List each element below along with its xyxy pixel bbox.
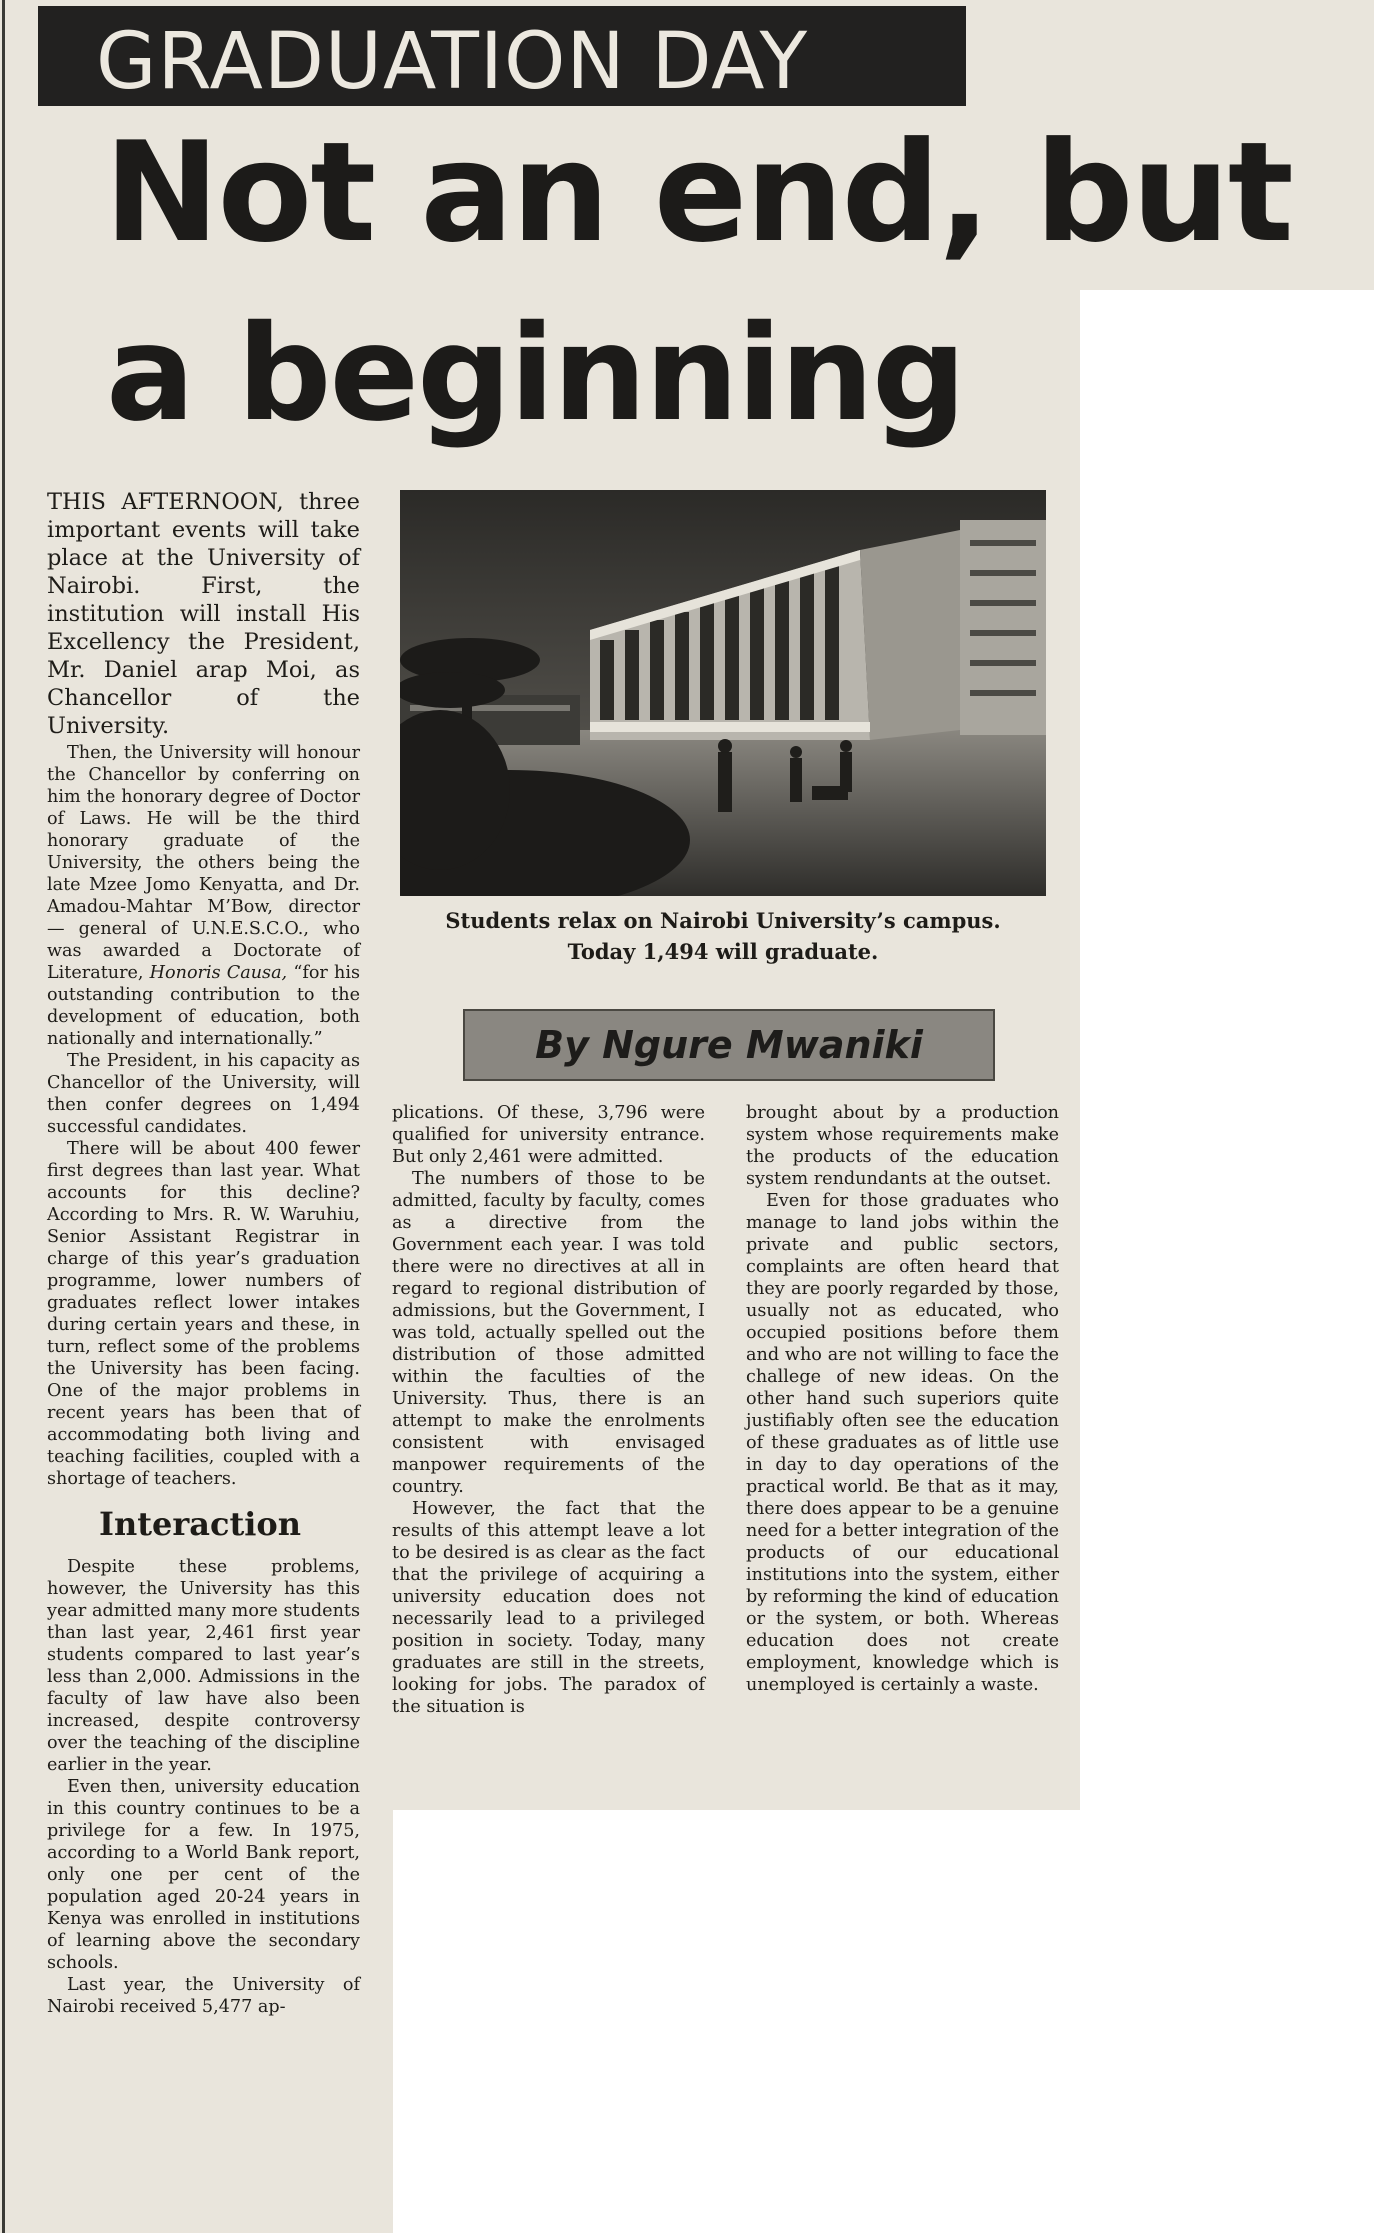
article-paragraph: There will be about 400 fewer first degrees than last year. What accounts for this decline? According to Mrs. R. W. Waruhiu, Senior Assistant Registrar in charge of this year’s graduation programme, lower numbers of graduates reflect lower intakes during certain years and these, in turn, reflect some of the problems the University has been facing. One of the major problems in recent years has been that of accommodating both living and teaching facilities, coupled with a shortage of teachers.: [47, 1139, 360, 1489]
article-paragraph: However, the fact that the results of this attempt leave a lot to be desired is as clear as the fact that the privilege of acquiring a university education does not necessarily lead to a privileged position in society. Today, many graduates are still in the streets, looking for jobs. The paradox of the situation is: [392, 1499, 705, 1717]
article-paragraph: The numbers of those to be admitted, faculty by faculty, comes as a directive from the Government each year. I was told there were no directives at all in regard to regional distribution of admissions, but the Government, I was told, actually spelled out the distribution of those admitted within the faculties of the University. Thus, there is an attempt to make the enrolments consistent with envisaged manpower requirements of the country.: [392, 1169, 705, 1497]
article-paragraph: Despite these problems, however, the University has this year admitted many more students than last year, 2,461 first year students compared to last year’s less than 2,000. Admissions in the faculty of law have also been increased, despite controversy over the teaching of the discipline earlier in the year.: [47, 1557, 360, 1775]
photo-caption-line-1: Students relax on Nairobi University’s campus.: [445, 908, 1001, 933]
campus-photo-image: [400, 490, 1046, 896]
article-column-3: [746, 1102, 1059, 1696]
photo-caption-line-2: Today 1,494 will graduate.: [567, 939, 879, 964]
photo-caption: [400, 905, 1046, 967]
article-paragraph: Even for those graduates who manage to land jobs within the private and public sectors, complaints are often heard that they are poorly regarded by those, usually not as educated, who occupied positions before them and who are not willing to face the challege of new ideas. On the other hand such superiors quite justifiably often see the education of these graduates as of little use in day to day operations of the practical world. Be that as it may, there does appear to be a genuine need for a better integration of the products of our educational institutions into the system, either by reforming the kind of education or the system, or both. Whereas education does not create employment, knowledge which is unemployed is certainly a waste.: [746, 1191, 1059, 1695]
article-paragraph: Even then, university education in this country continues to be a privilege for a few. In 1975, according to a World Bank report, only one per cent of the population aged 20-24 years in Kenya was enrolled in institutions of learning above the secondary schools.: [47, 1777, 360, 1973]
article-paragraph: [47, 742, 360, 1050]
article-paragraph: brought about by a production system whose requirements make the products of the education system rendundants at the outset.: [746, 1103, 1059, 1189]
article-column-2: [392, 1102, 705, 1718]
latin-phrase: Honoris Causa,: [149, 963, 288, 983]
section-banner: [38, 6, 966, 106]
article-paragraph: plications. Of these, 3,796 were qualified for university entrance. But only 2,461 were admitted.: [392, 1103, 705, 1167]
section-banner-text: GRADUATION DAY: [96, 17, 809, 107]
headline-line-2: a beginning: [106, 297, 965, 451]
article-paragraph: Last year, the University of Nairobi received 5,477 ap-: [47, 1975, 360, 2017]
byline-box: [463, 1009, 995, 1081]
article-column-1: [47, 488, 360, 2018]
clipping-edge-line: [2, 0, 5, 2233]
headline-line-1: Not an end, but: [104, 112, 1292, 273]
paragraph-text: Then, the University will honour the Chancellor by conferring on him the honorary degree of Doctor of Laws. He will be the third honorary graduate of the University, the others being the late Mzee Jomo Kenyatta, and Dr. Amadou-Mahtar M’Bow, director — general of U.N.E.S.C.O., who was awarded a Doctorate of Literature,: [47, 743, 360, 983]
campus-photo: [400, 490, 1046, 896]
subheading: Interaction: [99, 1505, 301, 1543]
lead-paragraph: THIS AFTERNOON, three important events will take place at the University of Nairobi. First, the institution will install His Excellency the President, Mr. Daniel arap Moi, as Chancellor of the University.: [47, 489, 360, 739]
paragraph-text: “for his outstanding contribution to the development of education, both nationally and internationally.”: [47, 963, 360, 1049]
article-paragraph: The President, in his capacity as Chancellor of the University, will then confer degrees on 1,494 successful candidates.: [47, 1051, 360, 1137]
byline-text: By Ngure Mwaniki: [535, 1023, 923, 1067]
